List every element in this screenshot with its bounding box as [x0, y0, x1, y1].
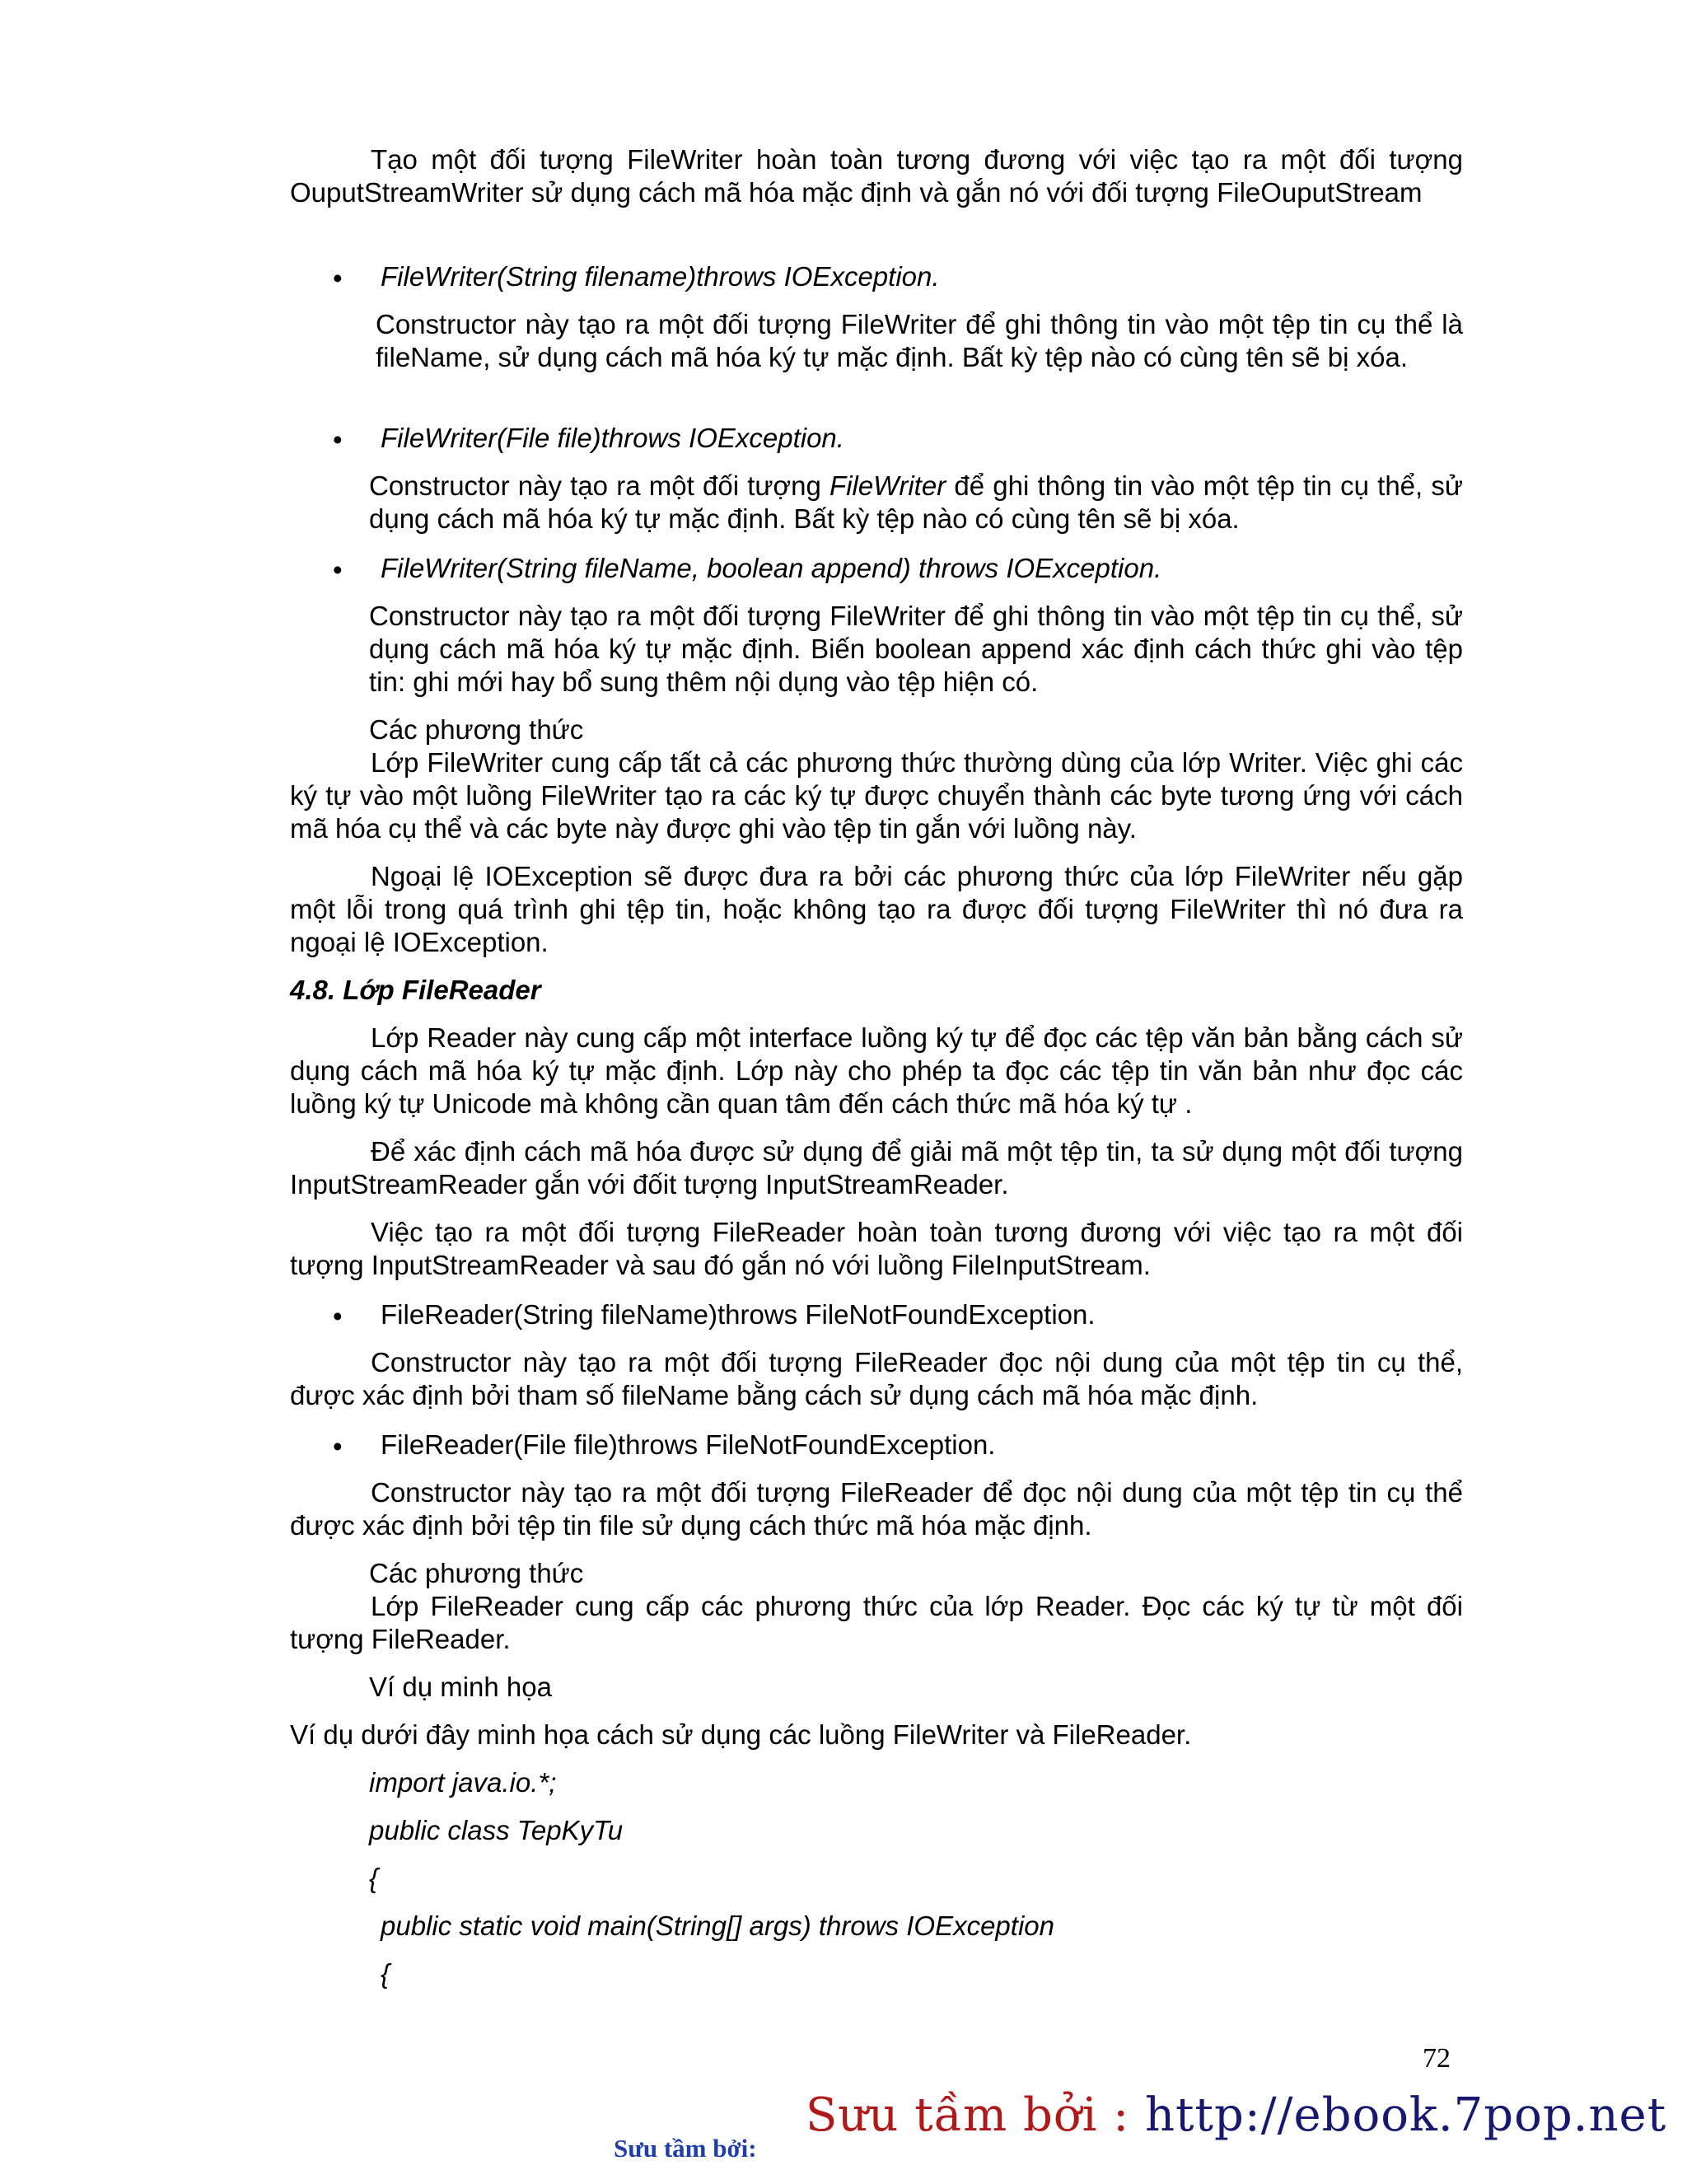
paragraph-ioexception: Ngoại lệ IOException sẽ được đưa ra bởi các phương thức của lớp FileWriter nếu gặp một lỗi trong quá trình ghi tệp tin, hoặc không tạo ra được đối tượng FileWriter thì nó đưa ra ngoại lệ IOException.	[290, 861, 1463, 957]
methods-title: Các phương thức	[369, 1558, 584, 1588]
example-intro: Ví dụ dưới đây minh họa cách sử dụng các luồng FileWriter và FileReader.	[290, 1719, 1192, 1750]
bullet-icon: •	[333, 1301, 343, 1331]
bullet-icon: •	[333, 554, 343, 585]
page-number: 72	[1423, 2043, 1451, 2074]
constructor-description: Constructor này tạo ra một đối tượng FileReader để đọc nội dung của một tệp tin cụ thể được xác định bởi tệp tin file sử dụng cách thức mã hóa mặc định.	[290, 1477, 1463, 1541]
paragraph-filereader-intro: Lớp Reader này cung cấp một interface luồng ký tự để đọc các tệp văn bản bằng cách sử dụng cách mã hóa ký tự mặc định. Lớp này cho phép ta đọc các tệp tin văn bản như đọc các luồng ký tự Unicode mà không cần quan tâm đến cách thức mã hóa ký tự .	[290, 1022, 1463, 1119]
watermark-url: http://ebook.7pop.net	[1144, 2088, 1667, 2142]
section-heading: 4.8. Lớp FileReader	[290, 975, 541, 1005]
constructor-filewriter-file: FileWriter(File file)throws IOException.	[381, 423, 844, 453]
constructor-filewriter-append: FileWriter(String fileName, boolean append) throws IOException.	[381, 553, 1162, 583]
watermark	[806, 2088, 1666, 2142]
footer-label: Sưu tầm bởi:	[614, 2134, 757, 2163]
desc-text: Constructor này tạo ra một đối tượng	[369, 470, 830, 501]
paragraph-encoding: Để xác định cách mã hóa được sử dụng để giải mã một tệp tin, ta sử dụng một đối tượng InputStreamReader gắn với đốit tượng InputStreamReader.	[290, 1136, 1463, 1200]
code-line: {	[369, 1863, 379, 1893]
constructor-filereader-file: FileReader(File file)throws FileNotFoundException.	[381, 1429, 996, 1460]
methods-description: Lớp FileReader cung cấp các phương thức của lớp Reader. Đọc các ký tự từ một đối tượng FileReader.	[290, 1591, 1463, 1654]
constructor-filereader-string: FileReader(String fileName)throws FileNotFoundException.	[381, 1299, 1096, 1330]
example-title: Ví dụ minh họa	[369, 1672, 552, 1702]
bullet-icon: •	[333, 263, 343, 293]
paragraph-filewriter-intro: Tạo một đối tượng FileWriter hoàn toàn tương đương với việc tạo ra một đối tượng OuputStreamWriter sử dụng cách mã hóa mặc định và gắn nó với đối tượng FileOuputStream	[290, 144, 1463, 208]
constructor-description: Constructor này tạo ra một đối tượng FileWriter để ghi thông tin vào một tệp tin cụ thể là fileName, sử dụng cách mã hóa ký tự mặc định. Bất kỳ tệp nào có cùng tên sẽ bị xóa.	[376, 309, 1463, 372]
desc-class-name: FileWriter	[829, 470, 946, 501]
methods-title: Các phương thức	[369, 714, 584, 745]
code-line: public class TepKyTu	[369, 1815, 624, 1845]
methods-description: Lớp FileWriter cung cấp tất cả các phương thức thường dùng của lớp Writer. Việc ghi các ký tự vào một luồng FileWriter tạo ra các ký tự được chuyển thành các byte tương ứng với cách mã hóa cụ thể và các byte này được ghi vào tệp tin gắn với luồng này.	[290, 747, 1463, 844]
code-line: {	[381, 1958, 390, 1989]
code-line: import java.io.*;	[369, 1767, 557, 1798]
code-line: public static void main(String[] args) throws IOException	[381, 1910, 1054, 1941]
bullet-icon: •	[333, 1431, 343, 1461]
watermark-label: Sưu tầm bởi :	[806, 2088, 1145, 2142]
constructor-description: Constructor này tạo ra một đối tượng FileReader đọc nội dung của một tệp tin cụ thể, được xác định bởi tham số fileName bằng cách sử dụng cách mã hóa mặc định.	[290, 1347, 1463, 1410]
constructor-filewriter-string: FileWriter(String filename)throws IOException.	[381, 261, 940, 292]
constructor-description: Constructor này tạo ra một đối tượng FileWriter để ghi thông tin vào một tệp tin cụ thể, sử dụng cách mã hóa ký tự mặc định. Biến boolean append xác định cách thức ghi vào tệp tin: ghi mới hay bổ sung thêm nội dụng vào tệp hiện có.	[369, 601, 1463, 697]
constructor-description	[369, 470, 1463, 535]
bullet-icon: •	[333, 424, 343, 455]
paragraph-equivalence: Việc tạo ra một đối tượng FileReader hoàn toàn tương đương với việc tạo ra một đối tượng InputStreamReader và sau đó gắn nó với luồng FileInputStream.	[290, 1217, 1463, 1280]
desc-text: để ghi thông tin vào một tệp tin cụ thể, sử dụng cách mã hóa ký tự mặc định. Bất kỳ tệp nào có cùng tên sẽ bị xóa.	[369, 470, 1463, 534]
